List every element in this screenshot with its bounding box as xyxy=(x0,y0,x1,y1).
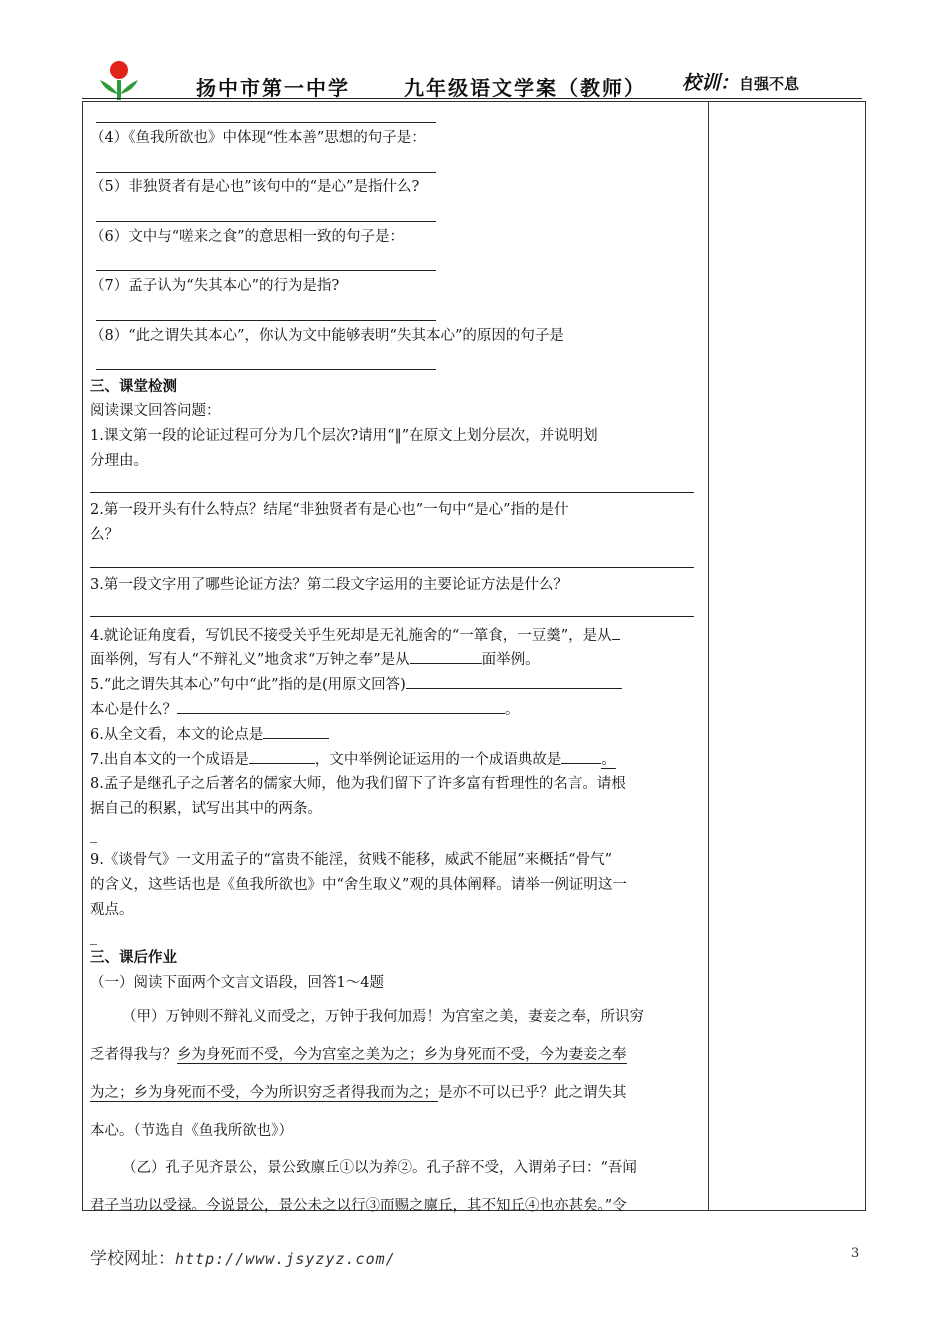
test-q8-cont: 据自己的积累，试写出其中的两条。 xyxy=(90,801,322,817)
fill-blank[interactable] xyxy=(406,674,622,689)
test-q7-text: 。 xyxy=(601,752,616,768)
passage-jia-line3 xyxy=(90,1083,627,1103)
question-4: （4）《鱼我所欲也》中体现“性本善”思想的句子是： xyxy=(90,130,426,146)
passage-jia-line2 xyxy=(90,1045,627,1065)
test-q5 xyxy=(90,674,622,695)
test-q9-cont: 的含义，这些话也是《鱼我所欲也》中“舍生取义”观的具体阐释。请举一例证明这一 xyxy=(90,877,627,893)
school-name: 扬中市第一中学 xyxy=(196,76,350,100)
question-5: （5）非独贤者有是心也”该句中的“是心”是指什么? xyxy=(90,179,420,195)
test-q4 xyxy=(90,625,620,646)
test-q4-cont xyxy=(90,649,540,670)
passage-jia-line1: （甲）万钟则不辩礼义而受之，万钟于我何加焉！为宫室之美，妻妾之奉，所识穷 xyxy=(122,1009,644,1025)
answer-blank[interactable] xyxy=(90,616,694,617)
notes-column-divider xyxy=(708,102,709,1210)
school-motto xyxy=(682,68,799,95)
test-q1-cont: 分理由。 xyxy=(90,453,148,469)
fill-blank[interactable] xyxy=(612,625,620,640)
fill-blank[interactable] xyxy=(410,649,482,664)
answer-blank[interactable] xyxy=(96,320,436,321)
school-logo-icon xyxy=(96,60,142,102)
answer-blank[interactable] xyxy=(90,492,694,493)
test-q6 xyxy=(90,724,329,745)
answer-blank[interactable] xyxy=(96,122,436,123)
answer-blank[interactable] xyxy=(96,172,436,173)
answer-blank[interactable] xyxy=(90,567,694,568)
motto-text: 自强不息 xyxy=(739,75,800,93)
course-title: 九年级语文学案（教师） xyxy=(404,76,646,100)
passage-yi-line1: （乙）孔子见齐景公，景公致廪丘①以为养②。孔子辞不受，入谓弟子曰：“吾闻 xyxy=(122,1160,637,1176)
test-q8-blank-mark: _ xyxy=(90,827,98,843)
test-q2: 2.第一段开头有什么特点？结尾“非独贤者有是心也”一句中“是心”指的是什 xyxy=(90,502,569,518)
test-q4-text: 面举例，写有人“不辩礼义”地贪求“万钟之奉”是从 xyxy=(90,652,410,668)
passage-text: 是亦不可以已乎？此之谓失其 xyxy=(438,1085,627,1101)
section-title-homework: 三、课后作业 xyxy=(90,950,177,966)
section-intro: 阅读课文回答问题： xyxy=(90,403,221,419)
answer-blank[interactable] xyxy=(96,270,436,271)
section-title-class-test: 三、课堂检测 xyxy=(90,379,177,395)
passage-yi-line2: 君子当功以受禄。今说景公，景公未之以行③而赐之廪丘，其不知丘④也亦甚矣。”令 xyxy=(90,1198,627,1214)
question-6: （6）文中与“嗟来之食”的意思相一致的句子是： xyxy=(90,229,405,245)
test-q9-cont: 观点。 xyxy=(90,902,134,918)
answer-blank[interactable] xyxy=(96,369,436,370)
underlined-passage: 为之；乡为身死而不受，今为所识穷乏者得我而为之； xyxy=(90,1085,438,1101)
website-label: 学校网址： xyxy=(90,1249,175,1269)
page-number: 3 xyxy=(851,1246,860,1261)
test-q4-text: 4.就论证角度看，写饥民不接受关乎生死却是无礼施舍的“一箪食，一豆羹”，是从 xyxy=(90,628,612,644)
question-8: （8）“此之谓失其本心”，你认为文中能够表明“失其本心”的原因的句子是 xyxy=(90,328,564,344)
passage-jia-line4: 本心。（节选自《鱼我所欲也》） xyxy=(90,1123,293,1139)
test-q5-text: 。 xyxy=(505,702,520,718)
underlined-passage: 乡为身死而不受，今为宫室之美为之；乡为身死而不受，今为妻妾之奉 xyxy=(177,1047,627,1063)
answer-blank[interactable] xyxy=(96,221,436,222)
test-q7-text: ，文中举例论证运用的一个成语典故是 xyxy=(314,752,562,768)
footer-website xyxy=(90,1244,396,1269)
test-q9: 9.《谈骨气》一文用孟子的“富贵不能淫，贫贱不能移，威武不能屈”来概括“骨气” xyxy=(90,852,612,868)
fill-blank[interactable] xyxy=(263,724,329,739)
website-link[interactable]: http://www.jsyzyz.com/ xyxy=(175,1250,396,1268)
test-q4-text: 面举例。 xyxy=(481,652,540,668)
test-q7-text: 7.出自本文的一个成语是 xyxy=(90,752,249,768)
fill-blank[interactable] xyxy=(249,749,315,764)
test-q6-text: 6.从全文看，本文的论点是 xyxy=(90,727,264,743)
test-q7 xyxy=(90,749,616,770)
motto-label: 校训： xyxy=(682,72,740,94)
test-q1: 1.课文第一段的论证过程可分为几个层次?请用“‖”在原文上划分层次，并说明划 xyxy=(90,428,598,444)
test-q9-blank-mark: _ xyxy=(90,929,98,945)
test-q5-text: 本心是什么？ xyxy=(90,702,177,718)
fill-blank[interactable] xyxy=(177,699,505,714)
homework-intro: （一）阅读下面两个文言文语段，回答1～4题 xyxy=(90,975,384,991)
test-q3: 3.第一段文字用了哪些论证方法？第二段文字运用的主要论证方法是什么？ xyxy=(90,577,568,593)
page-header xyxy=(82,56,862,102)
fill-blank[interactable] xyxy=(561,749,601,764)
passage-text: 乏者得我与？ xyxy=(90,1047,177,1063)
header-rule xyxy=(82,98,862,99)
test-q2-cont: 么？ xyxy=(90,527,119,543)
test-q5-text: 5.“此之谓失其本心”句中“此”指的是(用原文回答) xyxy=(90,677,406,693)
test-q8: 8.孟子是继孔子之后著名的儒家大师，他为我们留下了许多富有哲理性的名言。请根 xyxy=(90,776,626,792)
test-q5-cont xyxy=(90,699,520,720)
question-7: （7）孟子认为“失其本心”的行为是指? xyxy=(90,278,340,294)
